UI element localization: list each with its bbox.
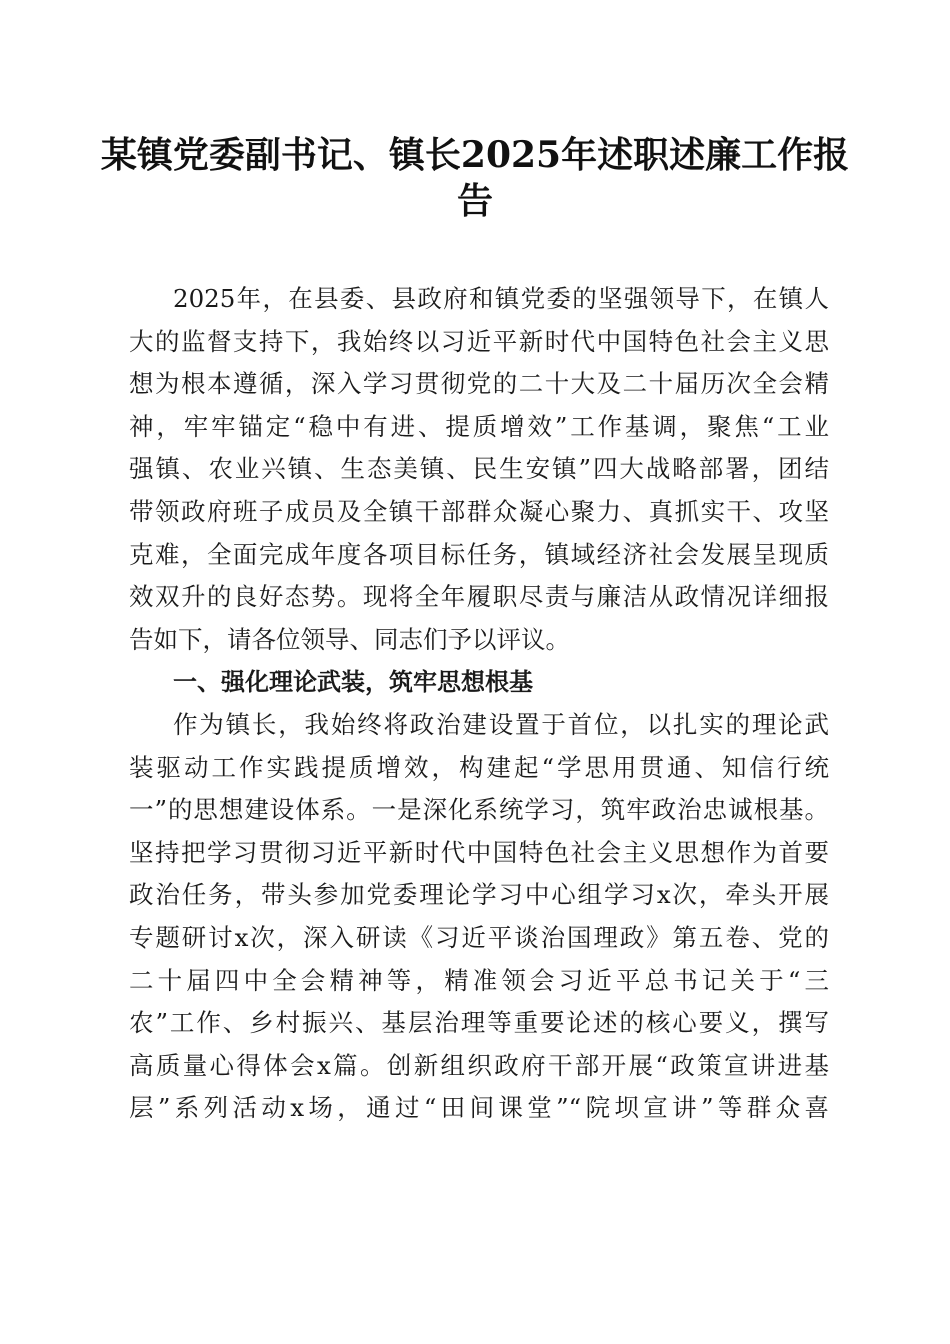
text-line: 告如下，请各位领导、同志们予以评议。 <box>129 624 570 654</box>
text-line: 农”工作、乡村振兴、基层治理等重要论述的核心要义，撰写 <box>129 1008 829 1038</box>
section-heading: 一、强化理论武装，筑牢思想根基 <box>173 668 533 697</box>
text-line: 坚持把学习贯彻习近平新时代中国特色社会主义思想作为首要 <box>129 837 829 867</box>
text-line: 层”系列活动x场，通过“田间课堂”“院坝宣讲”等群众喜 <box>129 1093 829 1123</box>
text-line: 装驱动工作实践提质增效，构建起“学思用贯通、知信行统 <box>129 752 829 782</box>
paragraph-intro <box>129 278 829 661</box>
text-line: 带领政府班子成员及全镇干部群众凝心聚力、真抓实干、攻坚 <box>129 496 829 526</box>
text-line: 2025年，在县委、县政府和镇党委的坚强领导下，在镇人 <box>173 284 829 313</box>
paragraph-theory <box>129 704 829 1130</box>
document-title: 某镇党委副书记、镇长2025年述职述廉工作报告 <box>100 134 850 222</box>
text-line: 高质量心得体会x篇。创新组织政府干部开展“政策宣讲进基 <box>129 1050 829 1080</box>
text-line: 强镇、农业兴镇、生态美镇、民生安镇”四大战略部署，团结 <box>129 454 829 484</box>
text-line: 二十届四中全会精神等，精准领会习近平总书记关于“三 <box>129 965 829 995</box>
document-body <box>129 278 829 1130</box>
text-line: 专题研讨x次，深入研读《习近平谈治国理政》第五卷、党的 <box>129 922 829 952</box>
text-line: 想为根本遵循，深入学习贯彻党的二十大及二十届历次全会精 <box>129 369 829 399</box>
text-line: 神，牢牢锚定“稳中有进、提质增效”工作基调，聚焦“工业 <box>129 411 829 441</box>
text-line: 效双升的良好态势。现将全年履职尽责与廉洁从政情况详细报 <box>129 582 829 612</box>
text-line: 政治任务，带头参加党委理论学习中心组学习x次，牵头开展 <box>129 880 829 910</box>
text-line: 一”的思想建设体系。一是深化系统学习，筑牢政治忠诚根基。 <box>129 795 829 825</box>
text-line: 大的监督支持下，我始终以习近平新时代中国特色社会主义思 <box>129 326 829 356</box>
text-line: 克难，全面完成年度各项目标任务，镇域经济社会发展呈现质 <box>129 539 829 569</box>
text-line: 作为镇长，我始终将政治建设置于首位，以扎实的理论武 <box>173 709 829 739</box>
